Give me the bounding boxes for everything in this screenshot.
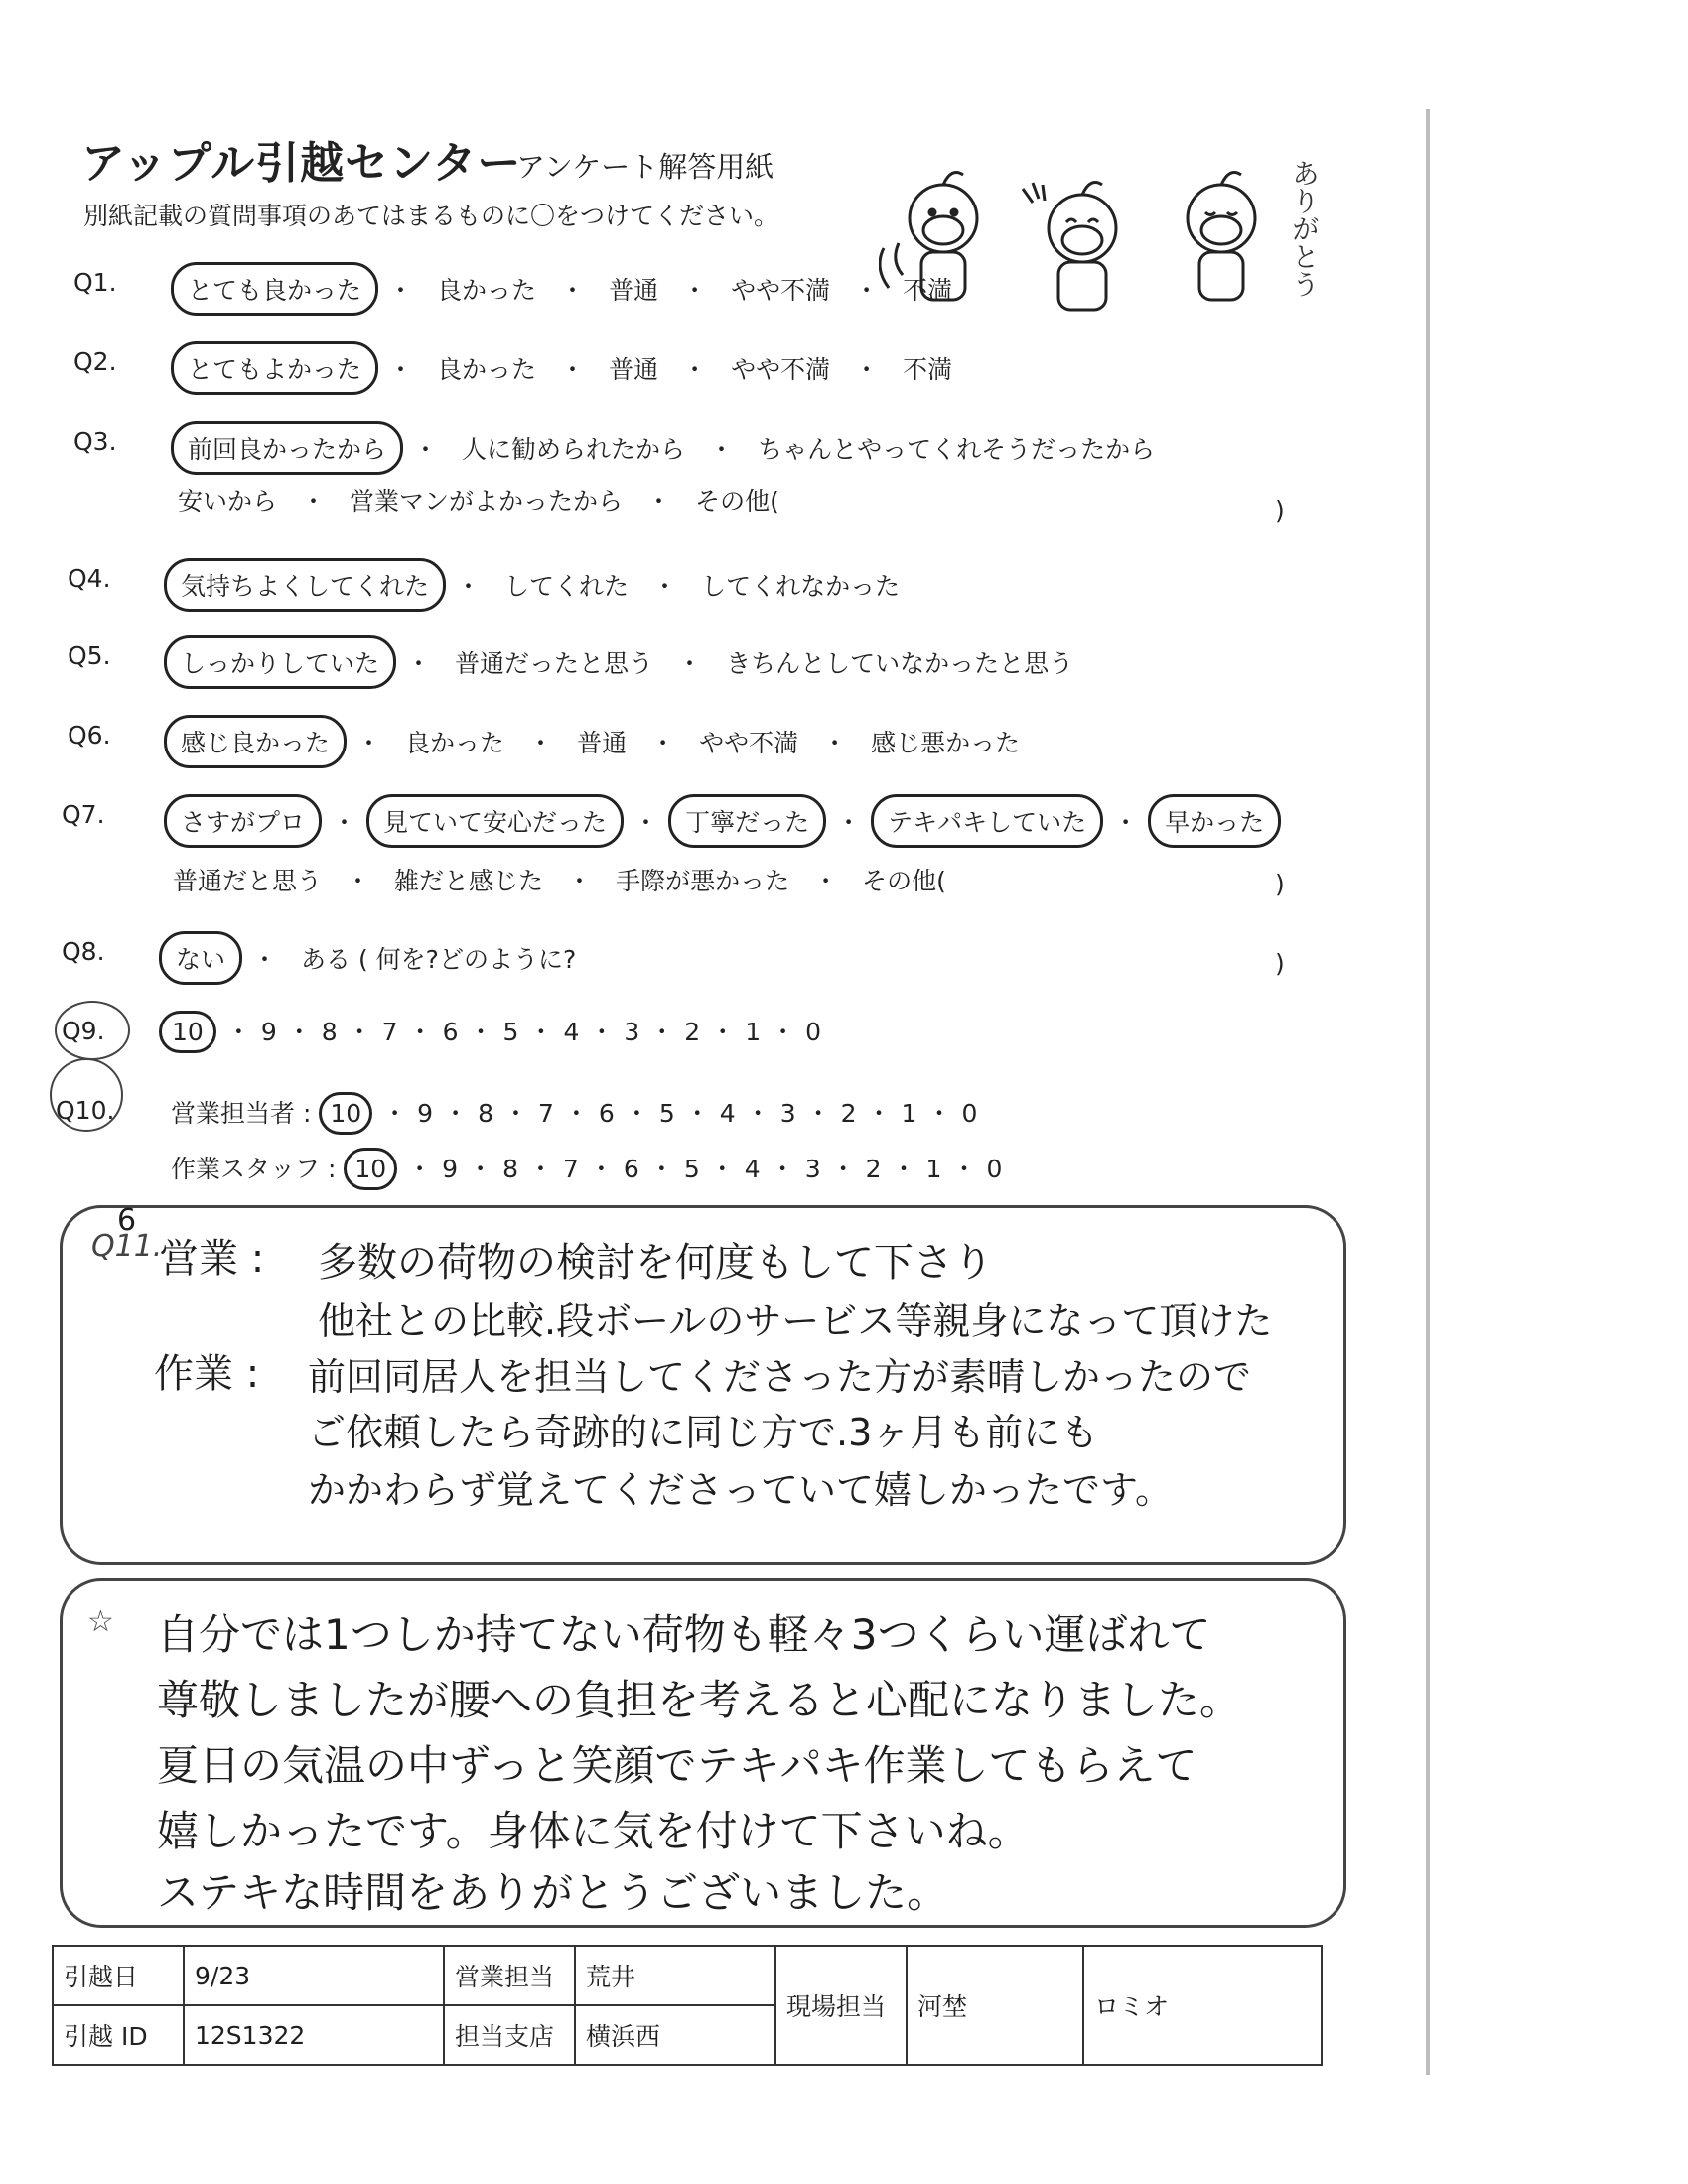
q10-sales-score[interactable]: 7 bbox=[538, 1099, 554, 1128]
q7-option[interactable]: 手際が悪かった bbox=[616, 867, 790, 895]
q8-option-selected[interactable]: ない bbox=[159, 931, 242, 985]
q1-option[interactable]: 不満 bbox=[903, 276, 953, 305]
q10-sales-score-selected[interactable]: 10 bbox=[319, 1092, 372, 1135]
q8-option-other[interactable]: ある ( 何を?どのように? bbox=[301, 945, 577, 974]
q1-option[interactable]: 良かった bbox=[437, 276, 537, 305]
q6-option[interactable]: 良かった bbox=[405, 729, 505, 757]
q9-score[interactable]: 3 bbox=[624, 1018, 640, 1046]
q4-option-selected[interactable]: 気持ちよくしてくれた bbox=[164, 558, 446, 612]
q6-option[interactable]: 普通 bbox=[577, 729, 628, 757]
branch-label: 担当支店 bbox=[444, 2005, 575, 2065]
q9-scale: 10 ・ 9 ・ 8 ・ 7 ・ 6 ・ 5 ・ 4 ・ 3 ・ 2 ・ 1 ・ 0 bbox=[159, 1011, 821, 1053]
q10-label: Q10. bbox=[56, 1096, 115, 1125]
q7-close-paren: ) bbox=[1275, 870, 1285, 898]
q2-options: とてもよかった ・ 良かった ・ 普通 ・ やや不満 ・ 不満 bbox=[171, 341, 966, 395]
q7-option-selected[interactable]: さすがプロ bbox=[164, 794, 322, 848]
q10-staff-score[interactable]: 2 bbox=[865, 1155, 882, 1183]
q10-staff-score[interactable]: 3 bbox=[804, 1155, 821, 1183]
monkey-icon bbox=[1188, 173, 1255, 300]
q10-staff-score[interactable]: 7 bbox=[563, 1155, 579, 1183]
q5-option[interactable]: 普通だったと思う bbox=[455, 649, 654, 678]
q9-score[interactable]: 2 bbox=[684, 1018, 701, 1046]
free-comment-line: 夏日の気温の中ずっと笑顔でテキパキ作業してもらえて bbox=[157, 1741, 1197, 1790]
q10-sales-score[interactable]: 8 bbox=[478, 1099, 493, 1128]
q9-score[interactable]: 8 bbox=[321, 1018, 338, 1046]
q10-staff-score[interactable]: 1 bbox=[925, 1155, 942, 1183]
free-comment-line: 嬉しかったです。身体に気を付けて下さいね。 bbox=[157, 1807, 1030, 1855]
q11-work-line: かかわらず覚えてくださっていて嬉しかったです。 bbox=[308, 1468, 1173, 1512]
monkey-icon bbox=[1023, 183, 1116, 310]
q10-sales-score[interactable]: 2 bbox=[840, 1099, 857, 1128]
move-date-label: 引越日 bbox=[53, 1946, 184, 2005]
move-date-value: 9/23 bbox=[184, 1946, 444, 2005]
q10-staff-label: 作業スタッフ : bbox=[171, 1155, 337, 1183]
q9-score[interactable]: 6 bbox=[442, 1018, 459, 1046]
q11-work-line: ご依頼したら奇跡的に同じ方で.3ヶ月も前にも bbox=[308, 1411, 1099, 1454]
q7-option-selected[interactable]: 丁寧だった bbox=[668, 794, 826, 848]
q10-staff-row: 作業スタッフ : 10 ・ 9 ・ 8 ・ 7 ・ 6 ・ 5 ・ 4 ・ 3 ・ 2 ・ 1 ・ 0 bbox=[171, 1148, 1002, 1190]
branch-value: 横浜西 bbox=[575, 2005, 775, 2065]
q10-sales-score[interactable]: 4 bbox=[719, 1099, 736, 1128]
q6-options: 感じ良かった ・ 良かった ・ 普通 ・ やや不満 ・ 感じ悪かった bbox=[164, 715, 1034, 768]
q6-option[interactable]: 感じ悪かった bbox=[871, 729, 1021, 757]
free-comment-mark: ☆ bbox=[87, 1604, 114, 1639]
q8-options: ない ・ ある ( 何を?どのように? bbox=[159, 931, 590, 985]
q10-staff-score-selected[interactable]: 10 bbox=[344, 1148, 397, 1190]
q4-options: 気持ちよくしてくれた ・ してくれた ・ してくれなかった bbox=[164, 558, 914, 612]
q9-score[interactable]: 5 bbox=[502, 1018, 519, 1046]
site-rep-label: 現場担当 bbox=[775, 1946, 907, 2065]
q2-option[interactable]: 良かった bbox=[437, 355, 537, 384]
q3-close-paren: ) bbox=[1275, 496, 1285, 525]
q7-label: Q7. bbox=[62, 800, 105, 829]
q4-option[interactable]: してくれなかった bbox=[701, 572, 901, 601]
q11-label: Q11. bbox=[91, 1229, 163, 1264]
q1-option[interactable]: やや不満 bbox=[731, 276, 831, 305]
q4-option[interactable]: してくれた bbox=[504, 572, 630, 601]
q5-option-selected[interactable]: しっかりしていた bbox=[164, 635, 396, 689]
q6-label: Q6. bbox=[68, 721, 111, 750]
q2-option[interactable]: 不満 bbox=[903, 355, 953, 384]
q7-option[interactable]: 普通だと思う bbox=[173, 867, 323, 895]
q9-score[interactable]: 9 bbox=[260, 1018, 277, 1046]
q10-sales-score[interactable]: 0 bbox=[961, 1099, 978, 1128]
q7-option-selected[interactable]: 見ていて安心だった bbox=[366, 794, 624, 848]
q7-options-row2: 普通だと思う ・ 雑だと感じた ・ 手際が悪かった ・ その他( bbox=[159, 856, 960, 903]
q8-close-paren: ) bbox=[1275, 949, 1285, 978]
free-comment-line: 尊敬しましたが腰への負担を考えると心配になりました。 bbox=[157, 1676, 1242, 1724]
q10-staff-score[interactable]: 9 bbox=[442, 1155, 459, 1183]
q11-sales-line: 他社との比較.段ボールのサービス等親身になって頂けた bbox=[318, 1299, 1273, 1343]
q10-sales-row: 営業担当者 : 10 ・ 9 ・ 8 ・ 7 ・ 6 ・ 5 ・ 4 ・ 3 ・ 2 ・ 1 ・ 0 bbox=[171, 1092, 977, 1135]
q11-work-line: 前回同居人を担当してくださった方が素晴しかったので bbox=[308, 1355, 1252, 1399]
company-title: アップル引越センター bbox=[81, 138, 522, 189]
q3-option[interactable]: 営業マンがよかったから bbox=[350, 487, 624, 516]
q10-sales-score[interactable]: 5 bbox=[658, 1099, 675, 1128]
q3-options-row1: 前回良かったから ・ 人に勧められたから ・ ちゃんとやってくれそうだったから bbox=[171, 421, 1169, 475]
q10-staff-score[interactable]: 6 bbox=[623, 1155, 639, 1183]
free-comment-line: 自分では1つしか持てない荷物も軽々3つくらい運ばれて bbox=[157, 1610, 1211, 1659]
q3-label: Q3. bbox=[73, 427, 117, 456]
q2-label: Q2. bbox=[73, 347, 117, 376]
q3-option-selected[interactable]: 前回良かったから bbox=[171, 421, 403, 475]
q10-sales-score[interactable]: 9 bbox=[417, 1099, 434, 1128]
q11-sales-line: 多数の荷物の検討を何度もして下さり bbox=[318, 1240, 993, 1286]
q1-label: Q1. bbox=[73, 268, 117, 297]
q6-option-selected[interactable]: 感じ良かった bbox=[164, 715, 347, 768]
q7-option-selected[interactable]: テキパキしていた bbox=[871, 794, 1103, 848]
q2-option-selected[interactable]: とてもよかった bbox=[171, 341, 378, 395]
q9-score[interactable]: 0 bbox=[805, 1018, 822, 1046]
q9-label: Q9. bbox=[62, 1017, 105, 1045]
thanks-text: ありがとう bbox=[1288, 159, 1321, 298]
page-edge bbox=[1426, 109, 1430, 2075]
q3-option[interactable]: 人に勧められたから bbox=[462, 435, 686, 464]
q10-staff-score[interactable]: 4 bbox=[744, 1155, 761, 1183]
q3-option[interactable]: 安いから bbox=[178, 487, 278, 516]
q7-option-selected[interactable]: 早かった bbox=[1148, 794, 1281, 848]
q11-work-label: 作業 : bbox=[154, 1351, 260, 1397]
q10-sales-score[interactable]: 1 bbox=[901, 1099, 917, 1128]
q2-option[interactable]: 普通 bbox=[609, 355, 659, 384]
q3-option-other[interactable]: その他( bbox=[695, 487, 779, 516]
q10-sales-score[interactable]: 6 bbox=[598, 1099, 615, 1128]
q7-options-row1: さすがプロ ・ 見ていて安心だった ・ 丁寧だった ・ テキパキしていた ・ 早かった bbox=[164, 794, 1281, 848]
q1-options: とても良かった ・ 良かった ・ 普通 ・ やや不満 ・ 不満 bbox=[171, 262, 966, 316]
q7-option[interactable]: 雑だと感じた bbox=[394, 867, 544, 895]
q1-option-selected[interactable]: とても良かった bbox=[171, 262, 378, 316]
q5-options: しっかりしていた ・ 普通だったと思う ・ きちんとしていなかったと思う bbox=[164, 635, 1087, 689]
site-rep-value-2: ロミオ bbox=[1083, 1946, 1322, 2065]
site-rep-value-1: 河埜 bbox=[907, 1946, 1083, 2065]
instruction-text: 別紙記載の質問事項のあてはまるものに〇をつけてください。 bbox=[83, 202, 779, 230]
q10-staff-score[interactable]: 5 bbox=[683, 1155, 700, 1183]
q3-option[interactable]: ちゃんとやってくれそうだったから bbox=[758, 435, 1156, 464]
q10-staff-score[interactable]: 0 bbox=[986, 1155, 1003, 1183]
move-id-label: 引越 ID bbox=[53, 2005, 184, 2065]
move-info-table bbox=[52, 1945, 1323, 2066]
move-id-value: 12S1322 bbox=[184, 2005, 444, 2065]
q3-options-row2: 安いから ・ 営業マンがよかったから ・ その他( bbox=[164, 477, 793, 524]
q5-option[interactable]: きちんとしていなかったと思う bbox=[726, 649, 1074, 678]
q6-option[interactable]: やや不満 bbox=[699, 729, 799, 757]
q9-score[interactable]: 4 bbox=[563, 1018, 580, 1046]
q2-option[interactable]: やや不満 bbox=[731, 355, 831, 384]
q1-option[interactable]: 普通 bbox=[609, 276, 659, 305]
q5-label: Q5. bbox=[68, 641, 111, 670]
free-comment-line: ステキな時間をありがとうございました。 bbox=[157, 1868, 949, 1917]
q11-mark: 6 bbox=[117, 1203, 137, 1238]
form-subtitle: アンケート解答用紙 bbox=[516, 150, 774, 184]
q10-sales-score[interactable]: 3 bbox=[779, 1099, 796, 1128]
q10-staff-score[interactable]: 8 bbox=[502, 1155, 518, 1183]
q8-label: Q8. bbox=[62, 937, 105, 966]
q9-score-selected[interactable]: 10 bbox=[159, 1011, 216, 1053]
sales-rep-value: 荒井 bbox=[575, 1946, 775, 2005]
q11-sales-label: 営業 : bbox=[159, 1236, 265, 1282]
q10-sales-label: 営業担当者 : bbox=[171, 1099, 312, 1128]
q7-option-other[interactable]: その他( bbox=[862, 867, 946, 895]
sales-rep-label: 営業担当 bbox=[444, 1946, 575, 2005]
q9-score[interactable]: 1 bbox=[745, 1018, 762, 1046]
q4-label: Q4. bbox=[68, 564, 111, 593]
q9-score[interactable]: 7 bbox=[381, 1018, 398, 1046]
